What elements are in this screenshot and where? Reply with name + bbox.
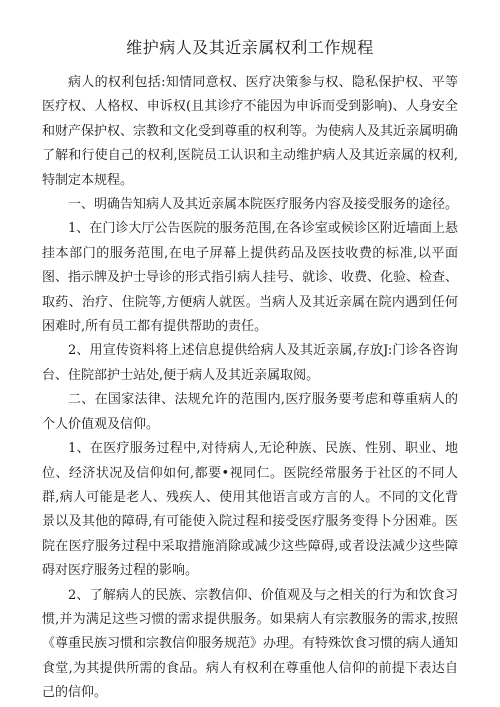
page-title: 维护病人及其近亲属权利工作规程 [126, 38, 374, 57]
clause-2-1: 1、在医疗服务过程中,对待病人,无论种族、民族、性别、职业、地位、经济状况及信仰如何,都要•视同仁。医院经常服务于社区的不同人群,病人可能是老人、残疾人、使用其他语言或方言的人。不同的文化背景以及其他的障碍,有可能使入院过程和接受医疗服务变得卜分困难。医院在医疗服务过程中采取措施消除或减少这些障碍,或者设法减少这些障碍对医疗服务过程的影响。 [42, 441, 458, 579]
section-heading-2: 二、在国家法律、法规允许的范围内,医疗服务要考虑和尊重病人的个人价值观及信仰。 [42, 392, 458, 432]
intro-paragraph: 病人的权利包括:知情同意权、医疗决策参与权、隐私保护权、平等医疗权、人格权、申诉权(且其诊疗不能因为申诉而受到影响)、人身安全和财产保护权、宗教和文化受到尊重的权利等。为使病人及其近亲属明确了解和行使自己的权利,医院员工认识和主动维护病人及其近亲属的权利,特制定本规程。 [42, 75, 459, 188]
clause-2-2: 2、了解病人的民族、宗教信仰、价值观及与之相关的行为和饮食习惯,并为满足这些习惯的需求提供服务。如果病人有宗教服务的需求,按照《尊重民族习惯和宗教信仰服务规范》办理。有特殊饮食习惯的病人通知食堂,为其提供所需的食品。病人有权利在尊重他人信仰的前提下表达自己的信仰。 [42, 587, 459, 701]
clause-1-2: 2、用宣传资料将上述信息提供给病人及其近亲属,存放J:门诊各咨询台、住院部护士站处,便于病人及其近亲属取阅。 [42, 343, 458, 383]
section-heading-1: 一、明确告知病人及其近亲属本院医疗服务内容及接受服务的途径。 [68, 197, 459, 213]
clause-1-1: 1、在门诊大厅公告医院的服务范围,在各诊室或候诊区附近墙面上悬挂本部门的服务范围,在电子屏幕上提供药品及医技收费的标准,以平面图、指示牌及护士导诊的形式指引病人挂号、就诊、收费、化验、检查、取药、治疗、住院等,方便病人就医。当病人及其近亲属在院内遇到任何困难时,所有员工都有提供帮助的责任。 [42, 221, 459, 335]
